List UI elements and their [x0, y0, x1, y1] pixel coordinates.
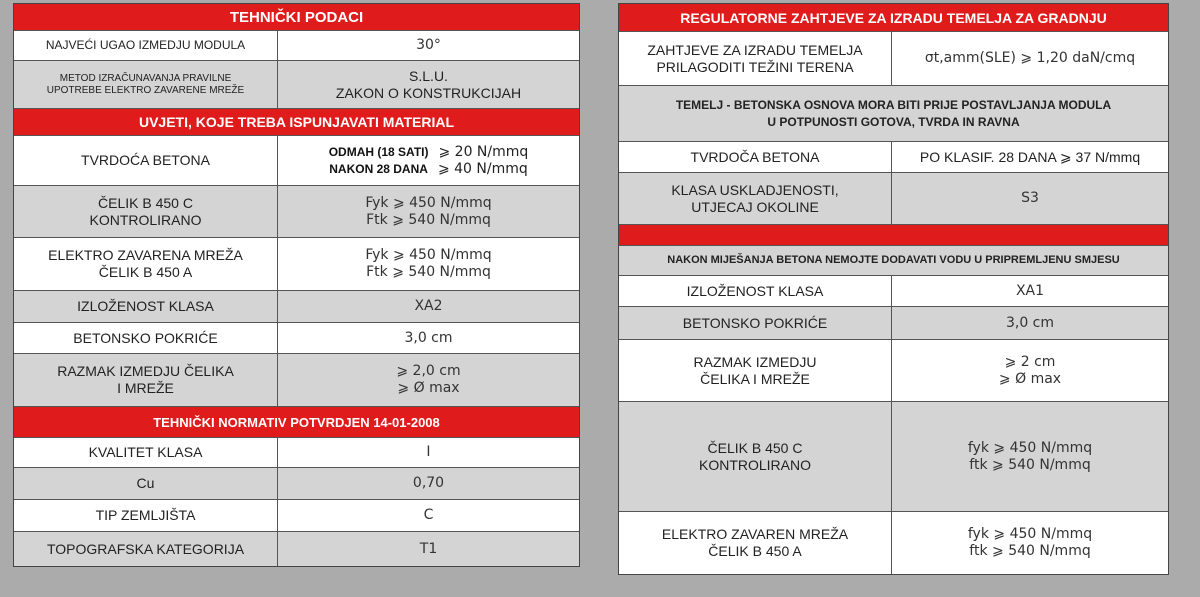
row-value — [278, 354, 579, 406]
value-line: ZAKON O KONSTRUKCIJAH — [335, 84, 522, 101]
row-exposure-class — [619, 276, 1168, 307]
row-concrete-cover — [619, 307, 1168, 340]
value-line: ⩾ Ø max — [998, 370, 1062, 387]
row-label — [619, 402, 892, 511]
row-label — [619, 307, 892, 339]
label-text: Cu — [136, 475, 155, 492]
row-label — [619, 32, 892, 85]
row-label — [619, 142, 892, 172]
row-exposure-class — [14, 291, 579, 323]
value-text: 0,70 — [412, 475, 445, 492]
row-steel-mesh-spacing — [619, 340, 1168, 402]
value-line: ⩾ 2 cm — [1004, 353, 1056, 370]
row-value — [278, 31, 579, 60]
label-text: BETONSKO POKRIĆE — [682, 314, 828, 331]
row-concrete-hardness — [619, 142, 1168, 173]
value-line: Ftk ⩾ 540 N/mmq — [366, 264, 491, 280]
label-line: ČELIK B 450 C — [98, 194, 193, 211]
row-value — [278, 291, 579, 322]
row-label — [14, 31, 278, 60]
value-key: NAKON 28 DANA — [329, 161, 428, 176]
row-label — [14, 61, 278, 108]
label-text: TOPOGRAFSKA KATEGORIJA — [46, 540, 245, 557]
row-value — [278, 438, 579, 467]
value-text: T1 — [419, 540, 438, 557]
label-line: UPOTREBE ELEKTRO ZAVARENE MREŽE — [46, 84, 245, 96]
label-line: KONTROLIRANO — [698, 456, 811, 473]
value-text: XA1 — [1015, 282, 1045, 299]
row-value — [892, 307, 1168, 339]
value-text: XA2 — [414, 298, 443, 315]
row-welded-mesh — [619, 512, 1168, 574]
row-value — [278, 500, 579, 531]
technical-data-table — [13, 3, 580, 567]
label-text: TVRDOĆA BETONA — [81, 152, 210, 169]
row-concrete-cover — [14, 323, 579, 354]
row-label — [619, 173, 892, 224]
section-title: TEHNIČKI PODACI — [229, 8, 364, 26]
value-text: 3,0 cm — [1005, 314, 1055, 331]
row-label — [619, 340, 892, 401]
value-line: S.L.U. — [409, 67, 448, 84]
value-text: 3,0 cm — [404, 329, 453, 346]
row-steel-mesh-spacing — [14, 354, 579, 407]
row-value — [278, 468, 579, 499]
notice-text — [619, 86, 1168, 141]
row-label — [14, 438, 278, 467]
label-line: RAZMAK IZMEDJU — [693, 353, 817, 370]
label-line: ELEKTRO ZAVARENA MREŽA — [48, 247, 243, 264]
label-line: I MREŽE — [117, 380, 174, 396]
value-text: σt,amm(SLE) ⩾ 1,20 daN/cmq — [924, 50, 1136, 67]
row-label — [619, 512, 892, 574]
header-foundation-requirements — [619, 4, 1168, 32]
header-technical-normative — [14, 407, 579, 438]
value-line: Ftk ⩾ 540 N/mmq — [366, 211, 491, 228]
row-max-angle — [14, 31, 579, 61]
value-line: ftk ⩾ 540 N/mmq — [969, 543, 1091, 559]
row-value — [892, 173, 1168, 224]
row-value — [278, 532, 579, 566]
row-label — [14, 291, 278, 322]
header-technical-data — [14, 4, 579, 31]
label-text: IZLOŽENOST KLASA — [686, 282, 824, 299]
label-line: RAZMAK IZMEDJU ČELIKA — [57, 363, 234, 380]
row-welded-mesh — [14, 238, 579, 291]
label-line: ČELIK B 450 A — [98, 264, 193, 280]
foundation-requirements-table — [618, 3, 1169, 575]
value-line: ⩾ Ø max — [397, 380, 460, 396]
row-label — [14, 238, 278, 290]
value-text: PO KLASIF. 28 DANA ⩾ 37 N/mmq — [919, 148, 1141, 165]
label-line: ČELIK B 450 A — [708, 543, 802, 559]
row-value — [278, 136, 579, 185]
row-value — [892, 142, 1168, 172]
row-steel-b450c — [14, 186, 579, 238]
row-label — [14, 136, 278, 185]
row-label — [14, 500, 278, 531]
value-number: ⩾ 20 N/mmq — [438, 143, 529, 160]
row-value — [892, 276, 1168, 306]
row-steel-b450c — [619, 402, 1168, 512]
row-topographic-category — [14, 532, 579, 566]
row-label — [14, 532, 278, 566]
section-title: REGULATORNE ZAHTJEVE ZA IZRADU TEMELJA ZA GRADNJU — [680, 9, 1107, 26]
row-value — [278, 323, 579, 353]
label-line: ČELIKA I MREŽE — [700, 370, 810, 387]
row-cu — [14, 468, 579, 500]
label-text: KVALITET KLASA — [88, 444, 203, 461]
section-title: TEHNIČKI NORMATIV POTVRDJEN 14-01-2008 — [153, 414, 440, 430]
label-line: KLASA USKLADJENOSTI, — [671, 181, 839, 198]
row-value — [892, 32, 1168, 85]
hardness-28-days — [329, 161, 527, 178]
label-text: NAJVEĆI UGAO IZMEDJU MODULA — [45, 38, 246, 53]
row-label — [14, 186, 278, 237]
row-calc-method — [14, 61, 579, 109]
label-line: UTJECAJ OKOLINE — [691, 198, 819, 215]
value-text: S3 — [1021, 190, 1039, 207]
value-line: ⩾ 2,0 cm — [396, 363, 461, 380]
row-label — [14, 354, 278, 406]
row-quality-class — [14, 438, 579, 468]
value-line: Fyk ⩾ 450 N/mmq — [365, 247, 492, 264]
notice-no-water — [619, 246, 1168, 276]
row-foundation-terrain — [619, 32, 1168, 86]
label-line: KONTROLIRANO — [89, 211, 202, 228]
row-value — [278, 238, 579, 290]
value-line: Fyk ⩾ 450 N/mmq — [365, 194, 492, 211]
label-text: BETONSKO POKRIĆE — [73, 329, 218, 346]
value-text: C — [423, 507, 434, 524]
row-label — [14, 468, 278, 499]
row-soil-type — [14, 500, 579, 532]
section-title: UVJETI, KOJE TREBA ISPUNJAVATI MATERIAL — [138, 114, 455, 130]
hardness-immediate — [329, 144, 529, 161]
row-compliance-class — [619, 173, 1168, 225]
label-text: TIP ZEMLJIŠTA — [95, 507, 196, 524]
row-concrete-hardness — [14, 136, 579, 186]
label-line: ČELIK B 450 C — [707, 439, 803, 456]
notice-text — [619, 246, 1168, 275]
value-line: ftk ⩾ 540 N/mmq — [969, 456, 1091, 473]
value-text: I — [426, 444, 431, 461]
row-label — [619, 276, 892, 306]
notice-line: NAKON MIJEŠANJA BETONA NEMOJTE DODAVATI VODU U PRIPREMLJENU SMJESU — [667, 254, 1120, 267]
label-text: IZLOŽENOST KLASA — [77, 298, 214, 315]
notice-line: TEMELJ - BETONSKA OSNOVA MORA BITI PRIJE POSTAVLJANJA MODULA — [675, 98, 1112, 113]
value-key: ODMAH (18 SATI) — [328, 144, 429, 159]
label-text: TVRDOČA BETONA — [690, 148, 820, 165]
value-text: 30° — [416, 37, 441, 54]
value-line: fyk ⩾ 450 N/mmq — [967, 439, 1093, 456]
row-value — [892, 340, 1168, 401]
value-number: ⩾ 40 N/mmq — [437, 160, 528, 177]
header-material-conditions — [14, 109, 579, 136]
red-divider — [619, 225, 1168, 246]
row-value — [892, 402, 1168, 511]
label-line: ZAHTJEVE ZA IZRADU TEMELJA — [647, 41, 863, 58]
row-value — [278, 186, 579, 237]
label-line: METOD IZRAČUNAVANJA PRAVILNE — [59, 72, 232, 84]
row-value — [892, 512, 1168, 574]
notice-foundation-ready — [619, 86, 1168, 142]
row-label — [14, 323, 278, 353]
value-line: fyk ⩾ 450 N/mmq — [967, 526, 1093, 543]
notice-line: U POTPUNOSTI GOTOVA, TVRDA IN RAVNA — [767, 114, 1020, 129]
label-line: ELEKTRO ZAVAREN MREŽA — [661, 526, 849, 543]
label-line: PRILAGODITI TEŽINI TERENA — [656, 58, 854, 75]
row-value — [278, 61, 579, 108]
